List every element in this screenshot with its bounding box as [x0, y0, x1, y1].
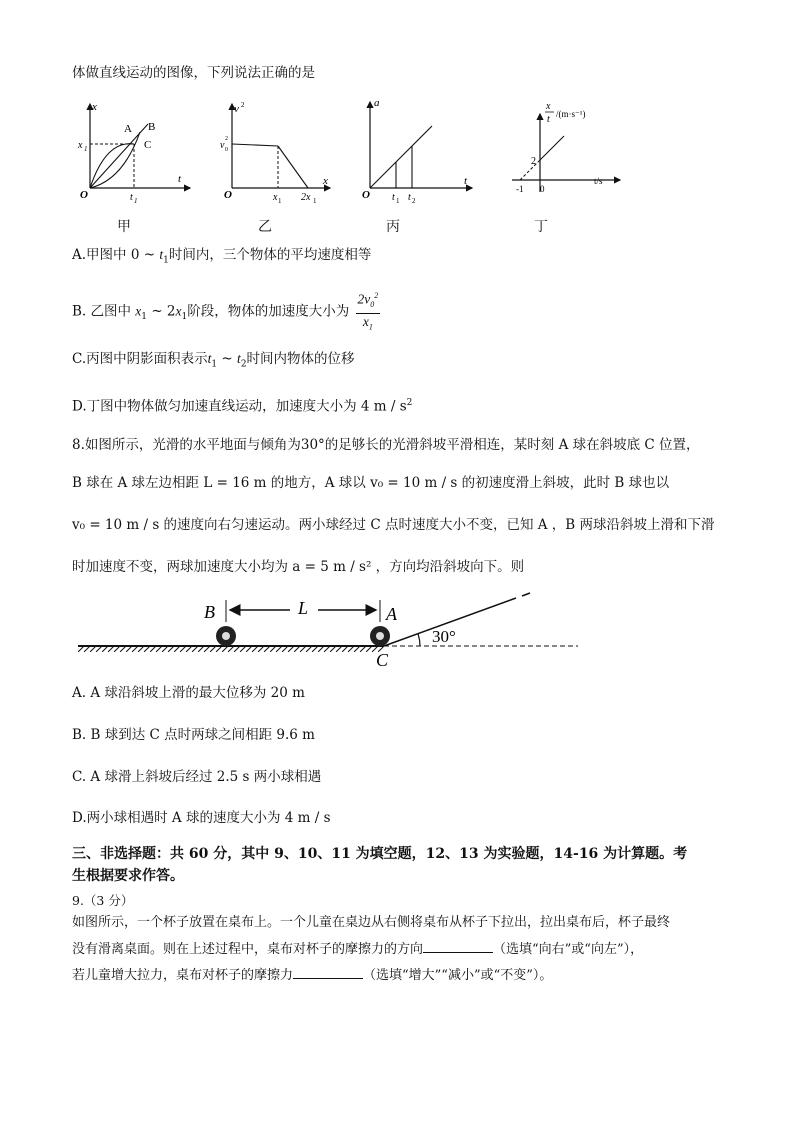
x-tick-t1-sub: 1	[396, 197, 400, 205]
label-b: B	[148, 121, 156, 133]
x-axis-label: t	[178, 173, 182, 185]
caption-bing: 丙	[386, 219, 400, 235]
x-axis-label: t/s	[594, 176, 603, 186]
y-axis-num: x	[546, 101, 551, 112]
q8-option-d: D.两小球相遇时 A 球的速度大小为 4 m / s	[72, 810, 331, 826]
y-tick-x1-sub: 1	[84, 145, 88, 153]
origin-label: O	[80, 189, 88, 201]
x-tick-neg1: -1	[516, 184, 524, 194]
origin-label: O	[362, 189, 370, 201]
decline-line	[278, 146, 308, 188]
x-tick-t1: t	[392, 192, 395, 203]
graph-ding	[508, 100, 638, 205]
caption-jia: 甲	[117, 219, 131, 235]
label-b: B	[204, 602, 215, 622]
x-tick-x1-sub: 1	[278, 197, 282, 205]
dash-extension	[520, 160, 540, 180]
q8-figure	[78, 592, 598, 670]
label-a: A	[124, 123, 132, 135]
q8-line-2: B 球在 A 球左边相距 L = 16 m 的地方，A 球以 v₀ = 10 m / s 的初速度滑上斜坡，此时 B 球也以	[72, 475, 670, 491]
label-l: L	[298, 598, 309, 618]
q8-option-b: B. B 球到达 C 点时两球之间相距 9.6 m	[72, 727, 315, 743]
y-axis-unit: /(m·s⁻¹)	[556, 109, 586, 119]
x-tick-2x1: 2x	[301, 192, 311, 203]
q9-line-2: 没有滑离桌面。则在上述过程中，桌布对杯子的摩擦力的方向 （选填“向右”或“向左”），	[72, 942, 644, 957]
q7-option-d: D.丁图中物体做匀加速直线运动，加速度大小为 4 m / $s^2$	[72, 398, 413, 415]
caption-yi: 乙	[258, 219, 272, 235]
y-tick-v0-sub: 0	[225, 147, 228, 153]
y-axis-label-sup: 2	[241, 101, 245, 109]
acceleration-fraction: $\frac{2v_0^2}{x_1}$	[356, 288, 381, 336]
graph-yi	[220, 100, 340, 205]
angle-label: 30°	[432, 627, 456, 646]
origin-label: 0	[540, 184, 545, 194]
y-axis-label: x	[92, 101, 97, 113]
label-c: C	[144, 139, 152, 151]
section3-line-2: 生根据要求作答。	[72, 868, 184, 884]
section3-line-1: 三、非选择题：共 60 分，其中 9、10、11 为填空题，12、13 为实验题，14-16 为计算题。考	[72, 846, 688, 862]
answer-blank-friction[interactable]	[293, 966, 363, 979]
q8-line-1: 8.如图所示，光滑的水平地面与倾角为30°的足够长的光滑斜坡平滑相连，某时刻 A 球在斜坡底 C 位置，	[72, 437, 700, 453]
a-t-line	[370, 126, 432, 188]
x-over-t-line	[540, 136, 564, 160]
label-a: A	[386, 604, 397, 624]
q9-line-1: 如图所示，一个杯子放置在桌布上。一个儿童在桌边从右侧将桌布从杯子下拉出，拉出桌布后，杯子最终	[72, 915, 671, 930]
y-axis-label: v	[234, 103, 239, 115]
q9-line-3: 若儿童增大拉力，桌布对杯子的摩擦力 （选填“增大”“减小”或“不变”）。	[72, 968, 553, 983]
y-tick-v0: v	[220, 140, 225, 151]
x-axis-label: t	[464, 175, 468, 187]
plateau-line	[232, 144, 278, 146]
x-axis-label: x	[323, 175, 328, 187]
q7-option-c: C.丙图中阴影面积表示$t_1$ ~ $t_2$时间内物体的位移	[72, 351, 355, 370]
y-tick-x1: x	[78, 140, 83, 151]
label-c: C	[376, 650, 389, 670]
x-tick-x1: x	[273, 192, 278, 203]
y-tick-2: 2	[531, 156, 536, 167]
q8-line-3: v₀ = 10 m / s 的速度向右匀速运动。两小球经过 C 点时速度大小不变，已知 A ，B 两球沿斜坡上滑和下滑	[72, 517, 715, 533]
y-tick-v0-sup: 2	[225, 136, 228, 142]
graph-jia	[78, 100, 198, 205]
x-tick-2x1-sub: 1	[313, 197, 317, 205]
x-tick-t1-sub: 1	[134, 197, 138, 205]
x-tick-t1: t	[130, 192, 133, 203]
y-axis-den: t	[547, 114, 550, 125]
q8-option-c: C. A 球滑上斜坡后经过 2.5 s 两小球相遇	[72, 769, 322, 785]
x-tick-t2-sub: 2	[412, 197, 416, 205]
answer-blank-direction[interactable]	[423, 940, 493, 953]
angle-arc	[418, 634, 420, 646]
q7-option-a: A.甲图中 0 ~ $t_1$时间内，三个物体的平均速度相等	[72, 247, 372, 266]
slope-line-tip	[522, 593, 530, 596]
x-tick-t2: t	[408, 192, 411, 203]
q7-option-b: B. 乙图中 $x_1$ ~ $2x_1$阶段，物体的加速度大小为 $\frac{2v_0^2}{x_1}$	[72, 288, 380, 336]
caption-ding: 丁	[534, 219, 548, 235]
origin-label: O	[224, 189, 232, 201]
q8-line-4: 时加速度不变，两球加速度大小均为 a = 5 m / s² ，方向均沿斜坡向下。则	[72, 559, 525, 575]
y-axis-label: a	[374, 97, 380, 109]
q9-head: 9.（3 分）	[72, 893, 134, 908]
q8-option-a: A. A 球沿斜坡上滑的最大位移为 20 m	[72, 685, 305, 701]
graph-bing	[358, 97, 478, 205]
intro-text: 体做直线运动的图像，下列说法正确的是	[72, 65, 315, 81]
